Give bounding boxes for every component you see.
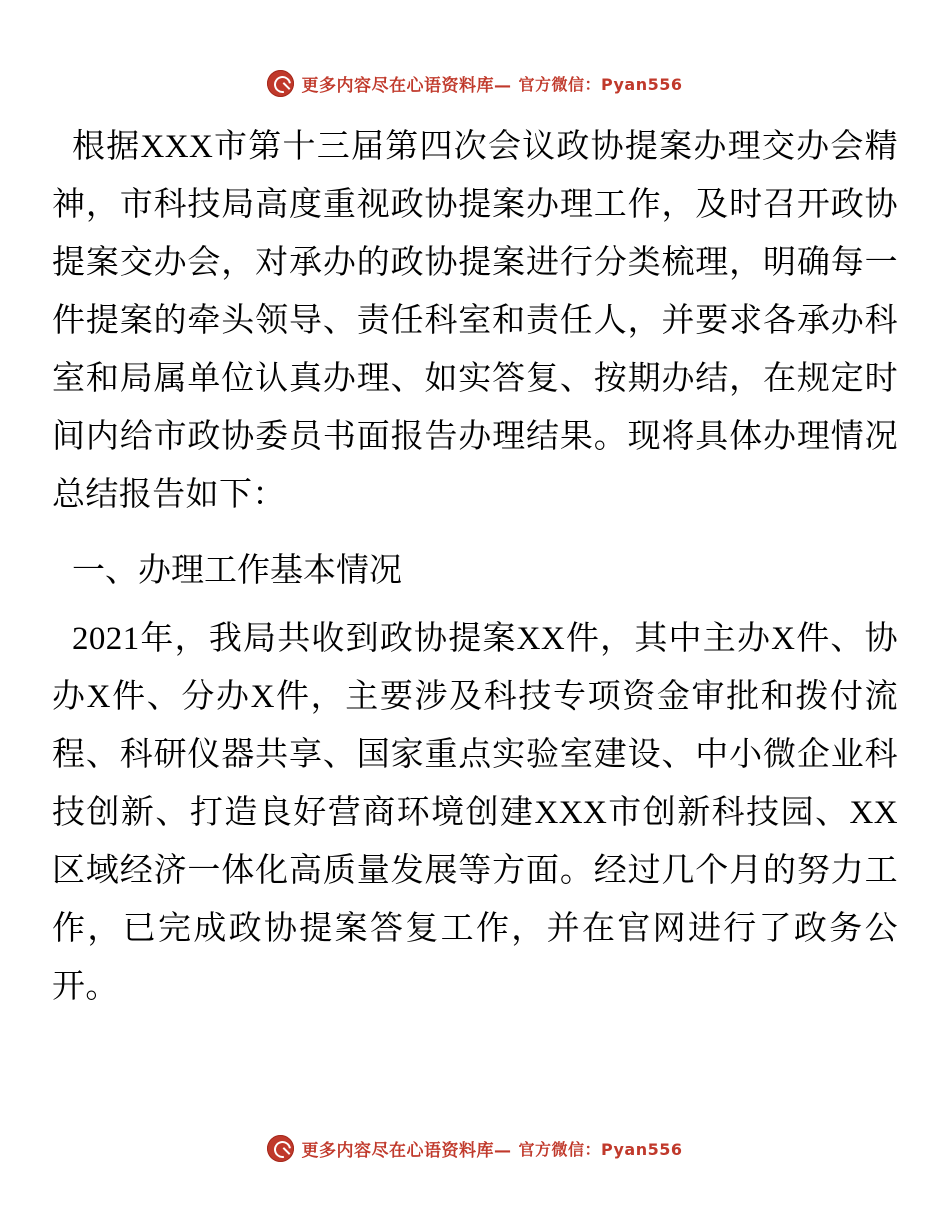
watermark-main-text: 更多内容尽在心语资料库—: [301, 1141, 512, 1161]
watermark-bottom: [0, 1135, 950, 1162]
watermark-main-text: 更多内容尽在心语资料库—: [301, 76, 512, 96]
watermark-top: [0, 70, 950, 97]
section-heading-1: 一、办理工作基本情况: [72, 553, 402, 589]
watermark-sub-text: 官方微信：Pyan556: [518, 75, 683, 94]
search-circle-icon: [267, 1135, 294, 1162]
paragraph-intro: 根据XXX市第十三届第四次会议政协提案办理交办会精神，市科技局高度重视政协提案办理工作，及时召开政协提案交办会，对承办的政协提案进行分类梳理，明确每一件提案的牵头领导、责任科室和责任人，并要求各承办科室和局属单位认真办理、如实答复、按期办结，在规定时间内给市政协委员书面报告办理结果。现将具体办理情况总结报告如下：: [52, 129, 898, 513]
document-content: [52, 118, 898, 1022]
watermark-sub-text: 官方微信：Pyan556: [518, 1140, 683, 1159]
paragraph-2: 2021年，我局共收到政协提案XX件，其中主办X件、协办X件、分办X件，主要涉及科技专项资金审批和拨付流程、科研仪器共享、国家重点实验室建设、中小微企业科技创新、打造良好营商环境创建XXX市创新科技园、XX区域经济一体化高质量发展等方面。经过几个月的努力工作，已完成政协提案答复工作，并在官网进行了政务公开。: [52, 621, 898, 1005]
search-circle-icon: [267, 70, 294, 97]
